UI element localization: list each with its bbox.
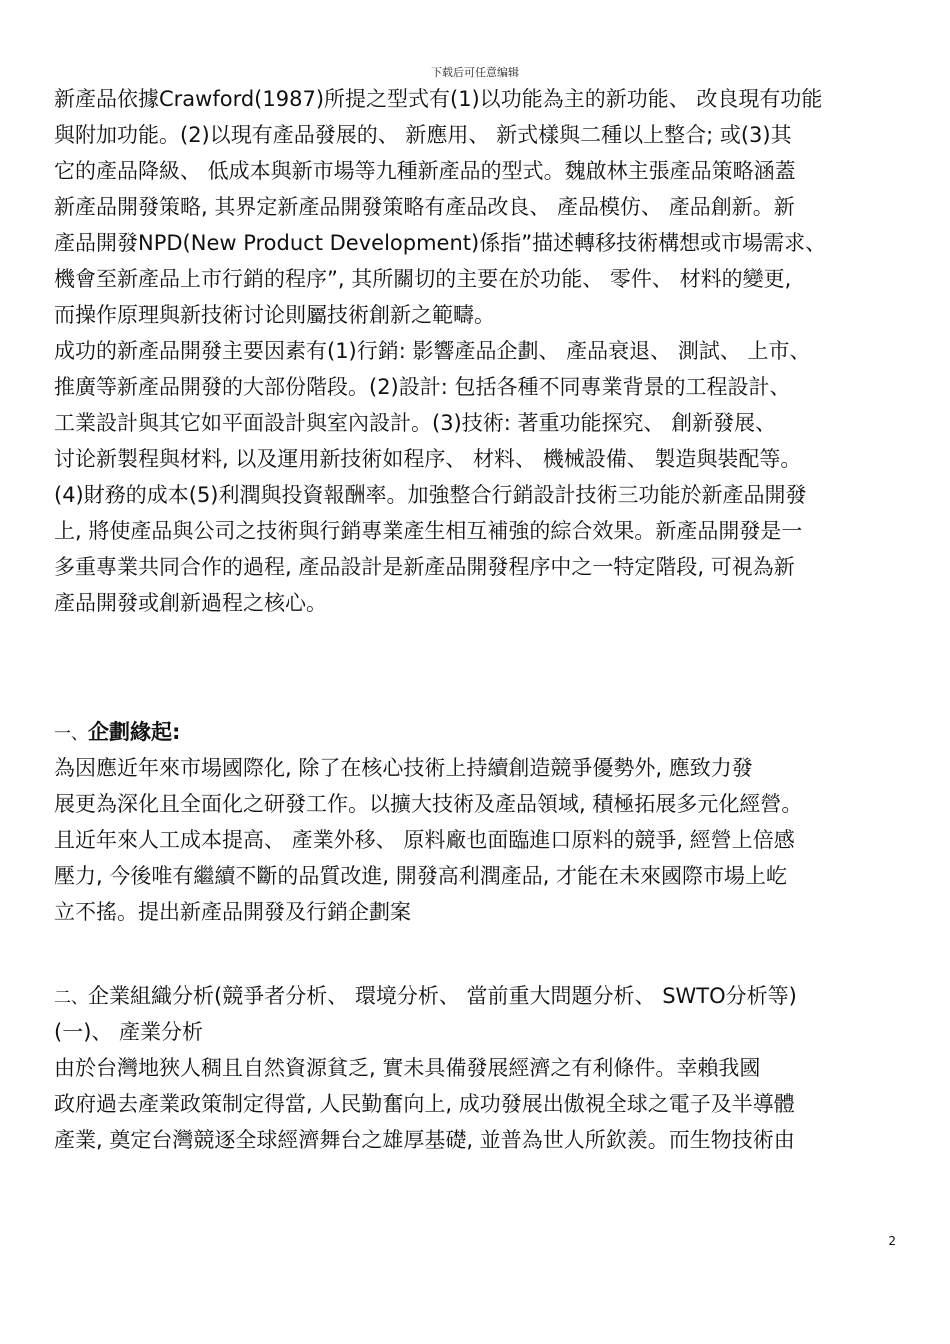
intro-line: 上, 將使產品與公司之技術與行銷專業產生相互補強的綜合效果。新產品開發是一 (54, 519, 803, 543)
intro-line: 產品開發NPD(New Product Development)係指”描述轉移技術構想或市場需求、 (54, 231, 827, 255)
intro-line: 推廣等新產品開發的大部份階段。(2)設計: 包括各種不同專業背景的工程設計、 (54, 375, 791, 399)
intro-line: 讨论新製程與材料, 以及運用新技術如程序、 材料、 機械設備、 製造與裝配等。 (54, 447, 802, 471)
intro-line: 成功的新產品開發主要因素有(1)行銷: 影響產品企劃、 產品衰退、 測試、 上市、 (54, 339, 811, 363)
page-header: 下载后可任意编辑 (431, 66, 519, 79)
section2-line: 產業, 奠定台灣競逐全球經濟舞台之雄厚基礎, 並普為世人所欽羨。而生物技術由 (54, 1128, 795, 1152)
section-heading (54, 718, 180, 748)
section-title: 企業組織分析(競爭者分析、 環境分析、 當前重大問題分析、 SWTO分析等) (88, 984, 797, 1008)
section-title: 企劃緣起: (88, 720, 181, 744)
subsection-heading: (一)、 產業分析 (54, 1020, 204, 1044)
section1-line: 壓力, 今後唯有繼續不斷的品質改進, 開發高利潤產品, 才能在未來國際市場上屹 (54, 864, 788, 888)
intro-line: 新產品開發策略, 其界定新產品開發策略有產品改良、 產品模仿、 產品創新。新 (54, 195, 795, 219)
section1-line: 展更為深化且全面化之研發工作。以擴大技術及產品領域, 積極拓展多元化經營。 (54, 792, 803, 816)
intro-line: 多重專業共同合作的過程, 產品設計是新產品開發程序中之一特定階段, 可視為新 (54, 555, 795, 579)
section-heading (54, 982, 797, 1012)
section1-line: 且近年來人工成本提高、 產業外移、 原料廠也面臨進口原料的競爭, 經營上倍感 (54, 828, 795, 852)
intro-line: 它的產品降級、 低成本與新市場等九種新產品的型式。魏啟林主張產品策略涵蓋 (54, 159, 796, 183)
intro-line: 產品開發或創新過程之核心。 (54, 591, 327, 615)
intro-line: 新產品依據Crawford(1987)所提之型式有(1)以功能為主的新功能、 改良現有功能 (54, 87, 823, 111)
section1-line: 為因應近年來市場國際化, 除了在核心技術上持續創造競爭優勢外, 應致力發 (54, 756, 753, 780)
section2-line: 由於台灣地狹人稠且自然資源貧乏, 實未具備發展經濟之有利條件。幸賴我國 (54, 1056, 761, 1080)
section2-line: 政府過去產業政策制定得當, 人民勤奮向上, 成功發展出傲視全球之電子及半導體 (54, 1092, 795, 1116)
section1-line: 立不搖。提出新產品開發及行銷企劃案 (54, 900, 411, 924)
section-number: 二、 (54, 988, 88, 1008)
intro-line: 機會至新產品上市行銷的程序”, 其所關切的主要在於功能、 零件、 材料的變更, (54, 267, 792, 291)
intro-line: 而操作原理與新技術讨论則屬技術創新之範疇。 (54, 303, 495, 327)
intro-line: 工業設計與其它如平面設計與室內設計。(3)技術: 著重功能探究、 創新發展、 (54, 411, 777, 435)
section-number: 一、 (54, 724, 88, 744)
page-number: 2 (888, 1234, 896, 1248)
intro-line: 與附加功能。(2)以現有產品發展的、 新應用、 新式樣與二種以上整合; 或(3)其 (54, 123, 792, 147)
intro-line: (4)財務的成本(5)利潤與投資報酬率。加強整合行銷設計技術三功能於新產品開發 (54, 483, 807, 507)
